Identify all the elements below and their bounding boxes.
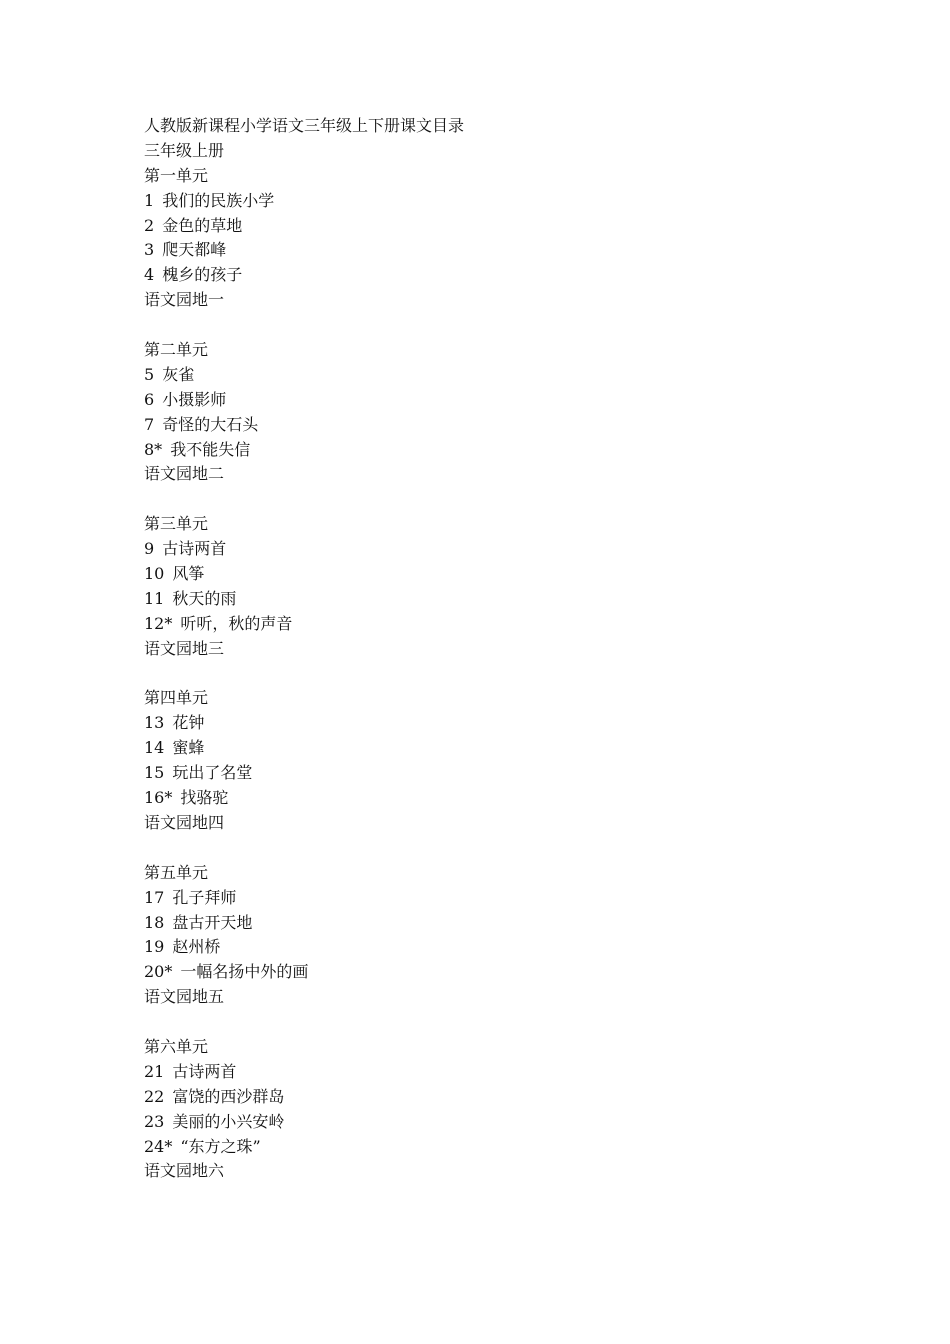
lesson-number: 23 bbox=[144, 1111, 165, 1131]
lesson-title: 孔子拜师 bbox=[172, 887, 237, 907]
lesson-title: 富饶的西沙群岛 bbox=[172, 1086, 285, 1106]
lesson-title: 蜜蜂 bbox=[172, 738, 205, 758]
lesson-title: 小摄影师 bbox=[162, 389, 227, 409]
lesson-number: 22 bbox=[144, 1086, 165, 1106]
lesson-number: 8* bbox=[144, 439, 163, 459]
blank-line bbox=[144, 1010, 844, 1035]
lesson-number: 4 bbox=[144, 265, 155, 285]
lesson-number: 3 bbox=[144, 240, 155, 260]
document-page bbox=[144, 114, 844, 1184]
lesson-item bbox=[144, 562, 844, 587]
lesson-number: 11 bbox=[144, 588, 165, 608]
lesson-title: 灰雀 bbox=[162, 364, 195, 384]
lesson-item bbox=[144, 612, 844, 637]
lesson-title: 赵州桥 bbox=[172, 937, 221, 957]
lesson-title: 风筝 bbox=[172, 564, 205, 584]
lesson-item bbox=[144, 388, 844, 413]
lesson-title: 花钟 bbox=[172, 713, 205, 733]
unit-heading: 第六单元 bbox=[144, 1036, 209, 1056]
lesson-title: 玩出了名堂 bbox=[172, 763, 253, 783]
lesson-title: 美丽的小兴安岭 bbox=[172, 1111, 285, 1131]
lesson-item bbox=[144, 1060, 844, 1085]
lesson-item bbox=[144, 911, 844, 936]
lesson-title: 我不能失信 bbox=[170, 439, 251, 459]
lesson-number: 15 bbox=[144, 763, 165, 783]
lesson-item bbox=[144, 786, 844, 811]
blank-line bbox=[144, 487, 844, 512]
lesson-title: 古诗两首 bbox=[172, 1061, 237, 1081]
lesson-number: 18 bbox=[144, 912, 165, 932]
lesson-number: 19 bbox=[144, 937, 165, 957]
lesson-title: 秋天的雨 bbox=[172, 588, 237, 608]
lesson-number: 20* bbox=[144, 962, 173, 982]
lesson-item bbox=[144, 1085, 844, 1110]
blank-line bbox=[144, 836, 844, 861]
lesson-item bbox=[144, 1135, 844, 1160]
language-garden: 语文园地二 bbox=[144, 464, 225, 484]
lesson-number: 1 bbox=[144, 190, 155, 210]
lesson-title: 我们的民族小学 bbox=[162, 190, 275, 210]
unit-heading: 第三单元 bbox=[144, 514, 209, 534]
lesson-item bbox=[144, 960, 844, 985]
unit-heading: 第五单元 bbox=[144, 862, 209, 882]
language-garden: 语文园地五 bbox=[144, 987, 225, 1007]
lesson-number: 7 bbox=[144, 414, 155, 434]
unit-heading: 第一单元 bbox=[144, 165, 209, 185]
blank-line bbox=[144, 313, 844, 338]
lesson-number: 16* bbox=[144, 788, 173, 808]
lesson-item bbox=[144, 189, 844, 214]
lesson-item bbox=[144, 935, 844, 960]
lesson-title: 金色的草地 bbox=[162, 215, 243, 235]
lesson-item bbox=[144, 587, 844, 612]
lesson-number: 14 bbox=[144, 738, 165, 758]
lesson-item bbox=[144, 1110, 844, 1135]
lesson-item bbox=[144, 711, 844, 736]
lesson-item bbox=[144, 363, 844, 388]
lesson-item bbox=[144, 537, 844, 562]
lesson-number: 5 bbox=[144, 364, 155, 384]
lesson-number: 6 bbox=[144, 389, 155, 409]
lesson-title: 找骆驼 bbox=[180, 788, 229, 808]
lesson-number: 2 bbox=[144, 215, 155, 235]
lesson-title: 古诗两首 bbox=[162, 539, 227, 559]
unit-heading: 第二单元 bbox=[144, 340, 209, 360]
lesson-title: 奇怪的大石头 bbox=[162, 414, 259, 434]
volume-heading: 三年级上册 bbox=[144, 140, 225, 160]
lesson-number: 12* bbox=[144, 613, 173, 633]
lesson-number: 13 bbox=[144, 713, 165, 733]
lesson-item bbox=[144, 413, 844, 438]
lesson-title: 槐乡的孩子 bbox=[162, 265, 243, 285]
lesson-number: 9 bbox=[144, 539, 155, 559]
lesson-item bbox=[144, 438, 844, 463]
lesson-item bbox=[144, 214, 844, 239]
lesson-title: “东方之珠” bbox=[180, 1136, 261, 1156]
lesson-number: 17 bbox=[144, 887, 165, 907]
lesson-title: 盘古开天地 bbox=[172, 912, 253, 932]
lesson-item bbox=[144, 238, 844, 263]
blank-line bbox=[144, 662, 844, 687]
doc-title: 人教版新课程小学语文三年级上下册课文目录 bbox=[144, 116, 465, 135]
units-list bbox=[144, 164, 844, 1185]
lesson-item bbox=[144, 886, 844, 911]
unit-heading: 第四单元 bbox=[144, 688, 209, 708]
lesson-title: 爬天都峰 bbox=[162, 240, 227, 260]
lesson-number: 21 bbox=[144, 1061, 165, 1081]
language-garden: 语文园地三 bbox=[144, 638, 225, 658]
language-garden: 语文园地一 bbox=[144, 290, 225, 310]
lesson-item bbox=[144, 736, 844, 761]
lesson-item bbox=[144, 263, 844, 288]
language-garden: 语文园地六 bbox=[144, 1161, 225, 1181]
language-garden: 语文园地四 bbox=[144, 812, 225, 832]
lesson-title: 听听，秋的声音 bbox=[180, 613, 293, 633]
lesson-title: 一幅名扬中外的画 bbox=[180, 962, 309, 982]
lesson-item bbox=[144, 761, 844, 786]
lesson-number: 24* bbox=[144, 1136, 173, 1156]
lesson-number: 10 bbox=[144, 564, 165, 584]
